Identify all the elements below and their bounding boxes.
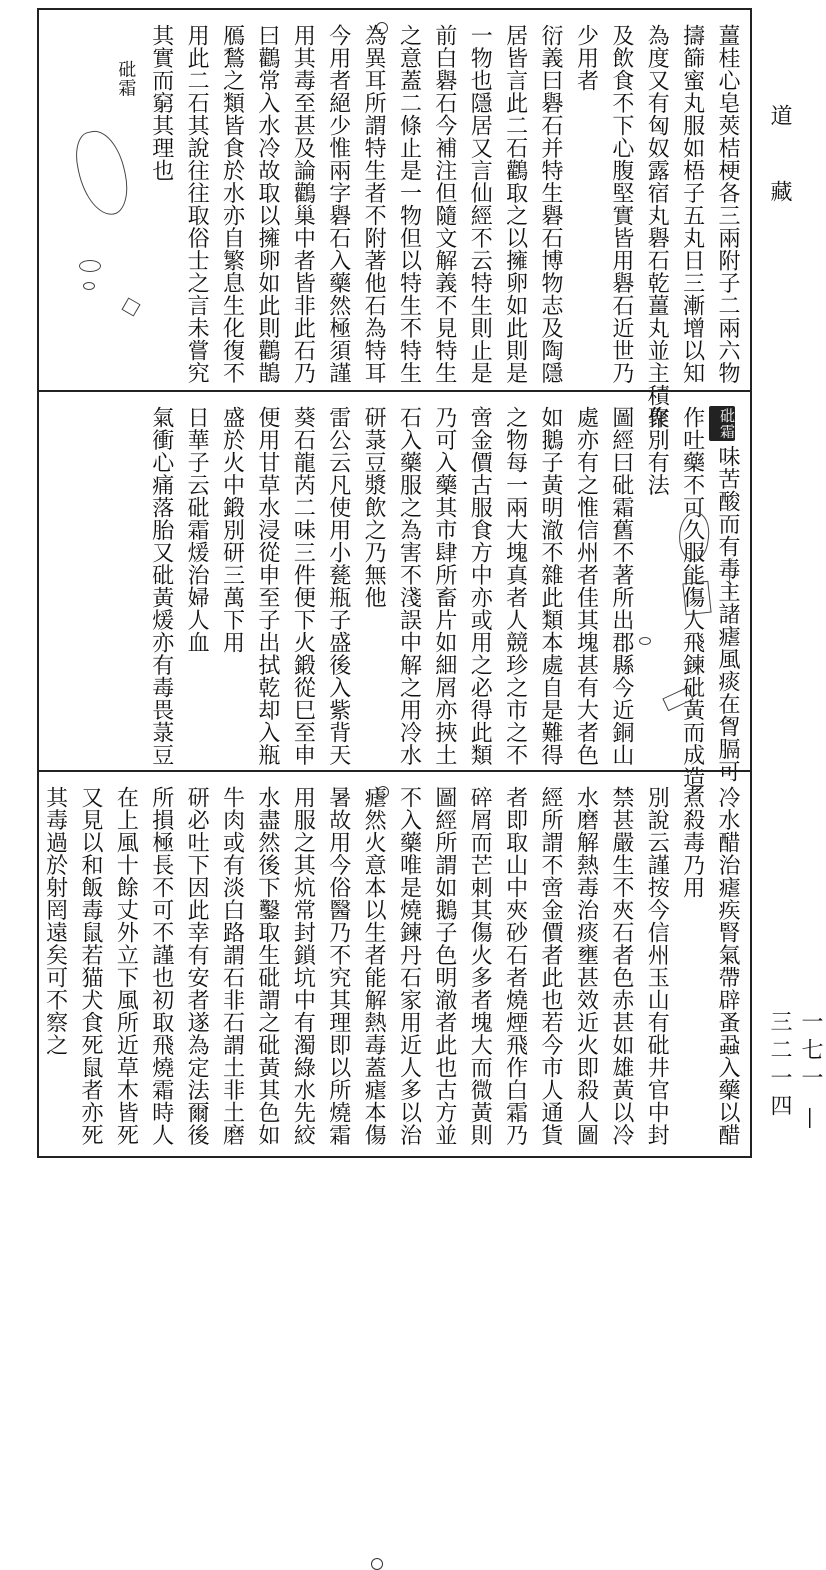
text-column: 碎屑而芒刺其傷火多者塊大而微黃則 xyxy=(467,786,493,1146)
text-column: 水磨解熱毒治痰壅甚效近火即殺人圖 xyxy=(573,786,599,1146)
text-column: 石入藥服之為害不淺誤中解之用冷水 xyxy=(396,406,422,766)
text-panel-middle xyxy=(39,390,750,789)
text-column: 所損極長不可不謹也初取飛燒霜時人 xyxy=(148,786,174,1146)
text-column: 作吐藥不可久服能傷人飛鍊砒黃而成造 xyxy=(679,406,705,789)
text-column: 前白礜石今補注但隨文解義不見特生 xyxy=(431,24,457,384)
text-column: 葵石龍芮二味三件便下火鍛從巳至申 xyxy=(290,406,316,766)
text-column: 用服之其炕常封鎖坑中有濁綠水先絞 xyxy=(290,786,316,1146)
text-column: 處亦有之惟信州者佳其塊甚有大者色 xyxy=(573,406,599,766)
text-column: 冷水醋治瘧疾腎氣帶辟蚤蝨入藥以醋 xyxy=(715,786,740,1146)
arsenic-stone-sketch xyxy=(682,581,711,616)
text-column: 之物每一兩大塊真者人競珍之市之不 xyxy=(502,406,528,766)
text-column: 為度又有匈奴露宿丸礜石乾薑丸並主積聚 xyxy=(644,24,670,429)
stone-fragment-sketch xyxy=(79,260,101,272)
text-column: 不入藥唯是燒鍊丹石家用近人多以治 xyxy=(396,786,422,1146)
text-column: 經所謂不啻金價者此也若今市人通貨 xyxy=(538,786,564,1146)
text-column: 少用者 xyxy=(573,24,599,92)
text-column: 別說云謹按今信州玉山有砒井官中封 xyxy=(644,786,670,1146)
text-column: 今用者絕少惟兩字礜石入藥然極須謹 xyxy=(325,24,351,384)
text-column: 暑故用今俗醫乃不究其理即以所燒霜 xyxy=(325,786,351,1146)
text-column: 一物也隱居又言仙經不云特生則止是 xyxy=(467,24,493,384)
text-column: 作別有法 xyxy=(644,406,670,496)
text-column: 其實而窮其理也 xyxy=(148,24,174,182)
text-column: 盛於火中鍛別研三萬下用 xyxy=(219,406,245,654)
column-group xyxy=(38,786,744,1146)
entry-tag: 砒霜 xyxy=(709,406,735,441)
text-column: 又見以和飯毒鼠若猫犬食死鼠者亦死 xyxy=(77,786,103,1146)
text-panel-bottom xyxy=(39,770,750,1156)
text-column-heading xyxy=(711,406,744,789)
text-column: 啻金價古服食方中亦或用之必得此類 xyxy=(467,406,493,766)
text-column: 瘧然火意本以生者能解熱毒蓋瘧本傷 xyxy=(361,786,387,1146)
text-column: 薑桂心皂莢桔梗各三兩附子二兩六物 xyxy=(715,24,740,384)
text-column: 研菉豆漿飲之乃無他 xyxy=(361,406,387,609)
text-column: 擣篩蜜丸服如梧子五丸日三漸增以知 xyxy=(679,24,705,384)
text-column: 用此二石其說往往取俗士之言未嘗究 xyxy=(184,24,210,384)
text-column: 煮殺毒乃用 xyxy=(679,786,705,899)
illustration-label: 砒霜 xyxy=(115,60,137,97)
text-column: 之意蓋二條止是一物但以特生不特生 xyxy=(396,24,422,384)
scripture-page xyxy=(37,8,752,1158)
text-column: 其毒過於射罔遠矣可不察之 xyxy=(42,786,68,1056)
text-column: 曰鸛常入水冷故取以擁卵如此則鸛鵲 xyxy=(254,24,280,384)
text-column: 水盡然後下鑿取生砒謂之砒黃其色如 xyxy=(254,786,280,1146)
text-column: 乃可入藥其市肆所畜片如細屑亦挾土 xyxy=(431,406,457,766)
canon-title-char: 藏 xyxy=(767,180,792,202)
text-column: 圖經所謂如鵝子色明澈者此也古方並 xyxy=(431,786,457,1146)
text-column: 衍義曰礜石并特生礜石博物志及陶隱 xyxy=(538,24,564,384)
text-column: 在上風十餘丈外立下風所近草木皆死 xyxy=(113,786,139,1146)
text-column: 居皆言此二石鸛取之以擁卵如此則是 xyxy=(502,24,528,384)
text-column: 及飲食不下心腹堅實皆用礜石近世乃 xyxy=(608,24,634,384)
stone-fragment-sketch xyxy=(639,637,651,645)
text-column: 如鵝子黃明澈不雜此類本處自是難得 xyxy=(538,406,564,766)
stone-fragment-sketch xyxy=(729,557,738,597)
binding-hole xyxy=(371,1558,383,1570)
column-group xyxy=(144,406,744,789)
text-column: 用其毒至甚及論鸛巢中者皆非此石乃 xyxy=(290,24,316,384)
text-column: 雷公云凡使用小甆瓶子盛後入紫背天 xyxy=(325,406,351,766)
text-column: 氣衝心痛落胎又砒黃煖亦有毒畏菉豆 xyxy=(148,406,174,766)
text-column: 日華子云砒霜煖治婦人血 xyxy=(184,406,210,654)
text-column: 禁甚嚴生不夾石者色赤甚如雄黃以冷 xyxy=(608,786,634,1146)
text-column: 牛肉或有淡白路謂石非石謂土非土磨 xyxy=(219,786,245,1146)
column-group xyxy=(109,24,744,429)
text-column: 鴈鶖之類皆食於水亦自繁息生化復不 xyxy=(219,24,245,384)
text-column: 為異耳所謂特生者不附著他石為特耳 xyxy=(361,24,387,384)
stone-fragment-sketch xyxy=(83,282,95,290)
entry-text: 味苦酸而有毒主諸瘧風痰在胷膈可 xyxy=(715,445,740,783)
folio-number: 一七一 — 三二一四 xyxy=(767,1010,823,1135)
text-column: 研必吐下因此幸有安者遂為定法爾後 xyxy=(184,786,210,1146)
text-column: 者即取山中夾砂石者燒煙飛作白霜乃 xyxy=(502,786,528,1146)
text-panel-top xyxy=(39,10,750,429)
text-column: 便用甘草水浸從申至子出拭乾却入瓶 xyxy=(254,406,280,766)
text-column: 圖經曰砒霜舊不著所出郡縣今近銅山 xyxy=(608,406,634,766)
canon-title-char: 道 xyxy=(767,104,792,126)
outer-margin xyxy=(756,0,823,1170)
